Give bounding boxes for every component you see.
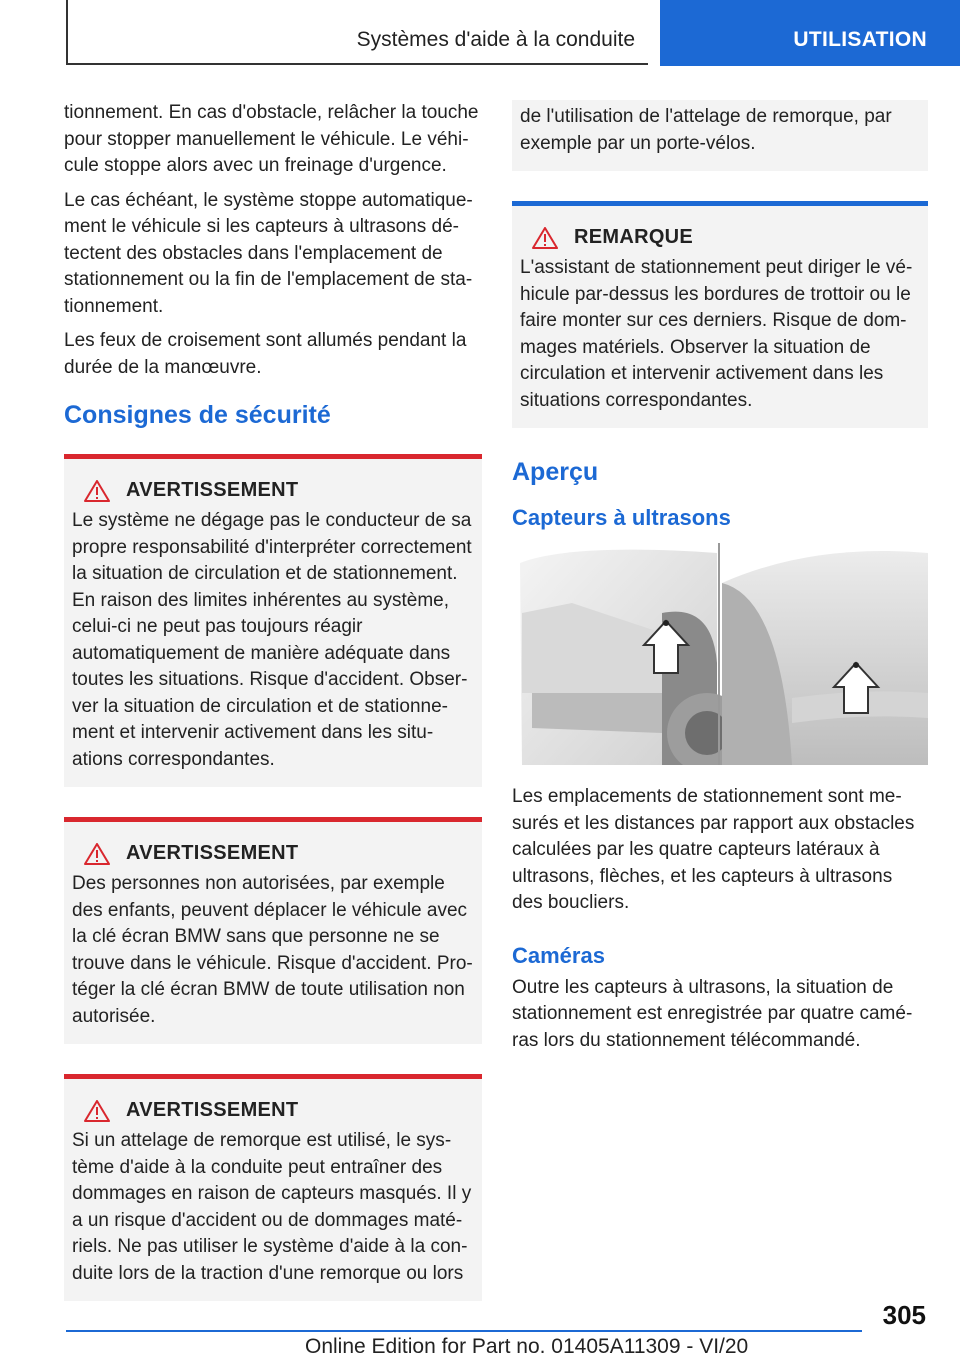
header-section-title: Systèmes d'aide à la conduite	[356, 28, 635, 51]
note-box	[512, 201, 928, 428]
warning-box	[64, 454, 482, 787]
warning-box	[64, 817, 482, 1044]
warning-text: de l'utilisation de l'attelage de remorque, par exemple par un porte-vélos.	[520, 106, 892, 154]
header-tab[interactable]	[660, 0, 960, 66]
paragraph: Outre les capteurs à ultrasons, la situation de stationnement est enregistrée par quatre caméras lors du stationnement télécommandé.	[512, 976, 913, 1051]
page-number: 305	[882, 1300, 926, 1330]
footer-rule	[66, 1330, 862, 1332]
paragraph: Les emplacements de stationnement sont mesurés et les distances par rapport aux obstacles calculées par les quatre capteurs latéraux à ultrasons, flèches, et les capteurs à ultrasons des boucliers.	[512, 786, 915, 913]
header-left-rule	[66, 0, 68, 64]
warning-icon	[532, 227, 558, 249]
paragraph: Le cas échéant, le système stoppe automatiquement le véhicule si les capteurs à ultrasons détectent des obstacles dans l'emplacement de stationnement ou la fin de l'emplacement de stationnement.	[64, 189, 473, 317]
ultrasonic-sensors-illustration	[512, 543, 928, 765]
header-bottom-rule	[66, 63, 648, 65]
warning-box-continued	[512, 100, 928, 171]
warning-text: Si un attelage de remorque est utilisé, le système d'aide à la conduite peut entraîner des dommages en raison de capteurs masqués. Il y a un risque d'accident ou de dommages matériels. Ne pas utiliser le système d'aide à la conduite lors de la traction d'une remorque ou lors	[72, 1130, 472, 1284]
subsection-heading: Caméras	[512, 942, 605, 968]
warning-box	[64, 1074, 482, 1301]
header-tab-label: UTILISATION	[793, 28, 927, 51]
section-heading: Aperçu	[512, 458, 599, 486]
warning-title: AVERTISSEMENT	[126, 1099, 299, 1121]
left-column	[64, 100, 482, 1301]
subsection-heading: Capteurs à ultrasons	[512, 505, 731, 530]
footer-edition: Online Edition for Part no. 01405A11309 - VI/20	[305, 1335, 749, 1358]
warning-title: AVERTISSEMENT	[126, 479, 299, 501]
warning-text: Le système ne dégage pas le conducteur de sa propre responsabilité d'interpréter correctement la situation de circulation et de stationnement. En raison des limites inhérentes au système, celui-ci ne peut pas toujours réagir automatiquement de manière adéquate dans toutes les situations. Risque d'accident. Observer la situation de circulation et de stationnement et intervenir activement dans les situations correspondantes.	[72, 510, 472, 770]
warning-text: Des personnes non autorisées, par exemple des enfants, peuvent déplacer le véhicule avec la clé écran BMW sans que personne ne se trouve dans le véhicule. Risque d'accident. Protéger la clé écran BMW de toute utilisation non autorisée.	[72, 873, 473, 1027]
paragraph: tionnement. En cas d'obstacle, relâcher la touche pour stopper manuellement le véhicule. Le véhicule stoppe alors avec un freinage d'urgence.	[64, 102, 479, 176]
paragraph: Les feux de croisement sont allumés pendant la durée de la manœuvre.	[64, 330, 467, 378]
warning-icon	[84, 843, 110, 865]
warning-title: AVERTISSEMENT	[126, 842, 299, 864]
note-title: REMARQUE	[574, 226, 694, 248]
warning-icon	[84, 1100, 110, 1122]
right-column	[512, 100, 928, 1062]
note-text: L'assistant de stationnement peut diriger le véhicule par-dessus les bordures de trottoir ou le faire monter sur ces derniers. Risque de dommages matériels. Observer la situation de circulation et intervenir activement dans les situations correspondantes.	[520, 257, 913, 411]
section-heading: Consignes de sécurité	[64, 401, 331, 429]
warning-icon	[84, 480, 110, 502]
